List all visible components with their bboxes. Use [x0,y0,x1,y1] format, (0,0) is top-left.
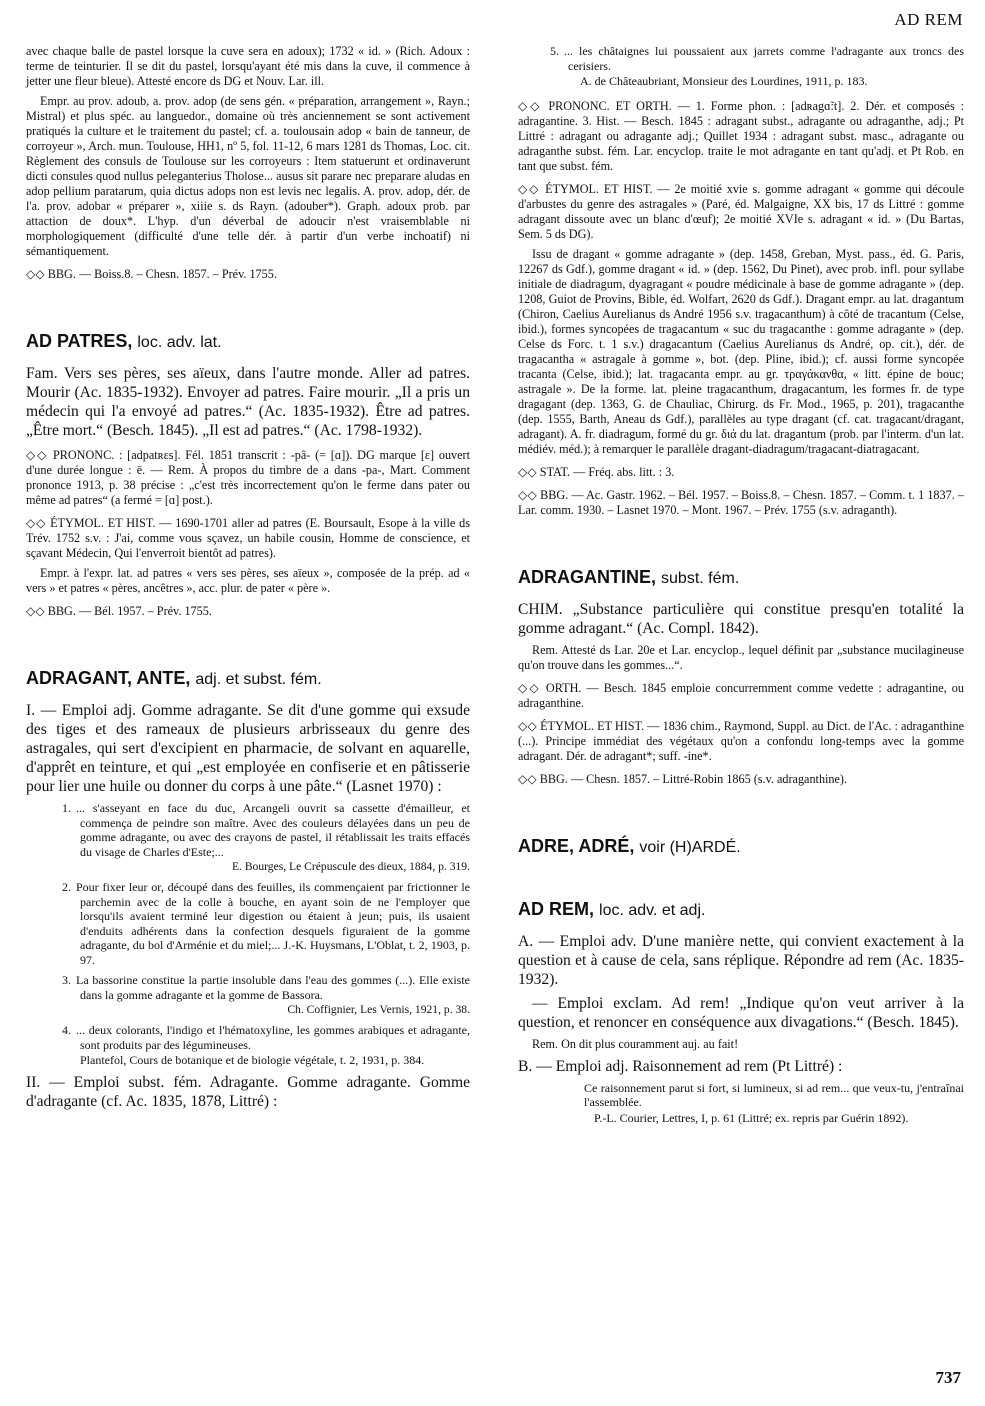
headword-text: AD PATRES, [26,331,133,351]
cross-reference: voir (H)ARDÉ. [639,838,741,856]
ad-patres-bbg: ◇◇ BBG. — Bél. 1957. – Prév. 1755. [26,604,212,618]
adragant-headword [26,668,470,689]
example-1 [62,801,470,859]
example-source: P.-L. Courier, Lettres, I, p. 61 (Littré; ex. repris par Guérin 1892). [594,1110,909,1125]
ad-rem-headword [518,899,964,920]
headword-text: ADRAGANT, ANTE, [26,668,191,688]
adragantine-etymol: ◇◇ ÉTYMOL. ET HIST. — 1836 chim., Raymond, Suppl. au Dict. de l'Ac. : adraganthine (...). Principe immédiat des végétaux qu'on a confondu long-temps avec la gomme adragant. Dér. de adragant*; suff. -ine*. [518,718,964,763]
example-number: 3. [62,973,71,987]
ad-rem-sense-A: A. — Emploi adv. D'une manière nette, qui convient exactement à la question et à cause de cela, sans réplique. Répondre ad rem (Ac. 1835-1932). [518,932,964,988]
adragant-examples [26,801,470,1068]
example-5 [550,44,964,73]
headword-text: ADRE, ADRÉ, [518,835,635,856]
example-text: Ce raisonnement parut si fort, si lumineux, si ad rem... que veux-tu, j'entraînai l'assemblée. [584,1080,964,1109]
adoux-paragraph-1: avec chaque balle de pastel lorsque la cuve sera en adoux); 1732 « id. » (Rich. Adoux : terme de teinturier. Il se dit du pastel, lorsqu'ayant été mis dans la cuve, il commence à jetter une fleur bleue). Attesté encore ds DG et Nouv. Lar. ill. [26,44,470,88]
running-head: AD REM [894,10,963,29]
example-text: La bassorine constitue la partie insoluble dans l'eau des gommes (...). Elle existe dans la gomme adragante et la gomme de Bassora. [76,973,470,1002]
ad-patres-prononc: ◇◇ PRONONC. : [adpatʀɛs]. Fél. 1851 transcrit : -pâ- (= [ɑ]). DG marque [ɛ] ouvert d'une durée longue : ē. — Rem. À propos du timbre de a dans -pa-, Mart. Comment prononce 1913, p. 38 précise : „c'est très incorrectement qu'on le ferme dans pater ou même ad patres“ (a fermé = [ɑ] post.). [26,448,470,507]
ad-patres-etymol-2: Empr. à l'expr. lat. ad patres « vers ses pères, ses aïeux », composée de la prép. ad « vers » et patres « pères, ancêtres », acc. plur. de pater « père ». [26,566,470,595]
adragant-etymol-2: Issu de dragant « gomme adragante » (dep. 1458, Greban, Myst. pass., éd. G. Paris, 12267 ds Gdf.), gomme dragant « id. » (dep. 1562, Du Pinet), avec prob. infl. pour syllabe initiale de diadragum, dyagragant « poudre médicinale à base de gomme adragante » (dep. 1208, Guiot de Provins, Bible, éd. Wolfart, 2620 ds Gdf.). Dragant empr. au lat. dragantum (Chiron, Caelius Aurelianus ds André 1956 s.v. tragacanthum) à côté de tracantum (Celse, ibid.), formes syncopées de tragacantum « suc du tragacanthe : gomme adragante » (dep. Celse ds Forc. t. 1 s.v.) dragacantum (Caelius Aurelianus ds André, op. cit.), dér. de tragacantha « astragale à gomme », bot. (dep. Pline, ibid.); cf. aussi forme syncopée tracanta (Celse, ibid.); lat. tragacanta empr. au gr. τραγάκανθα, « litt. épine de bouc; astragale ». De la forme. lat. pleine tragacanthum, dragacantum, les formes fr. de type dragagant (dep. 1363, G. de Chauliac, Chirurg. ds Fr. Mod., 1965, p. 201), tragacanthe (dep. 1555, Barth, Aneau ds Gdf.), parallèles au type dragant (cf. cat. tragacant/dragant, adragant). A. fr. diadragum, formé du gr. διά du lat. dragantum (prob. par l'interm. d'un lat. médiév. méd.); à remarquer le parallèle dragant-diadragum/tragacant-diatragacant. [518,246,964,456]
headword-text: ADRAGANTINE, [518,566,656,587]
adragant-prononc-orth: ◇◇ PRONONC. ET ORTH. — 1. Forme phon. : [adʀagɑ̃:t]. 2. Dér. et composés : adragantine. 3. Hist. — Besch. 1845 : adragant subst., adragante ou adraganthe, adj.; Pt Littré : adragant ou adragante adj.; Quillet 1934 : adragant subst. masc., adragante ou adraganthe subst. fém. Lar. encyclop. traite le mot adragante en tant qu'adj. et Pt Rob. en tant que subst. fém. [518,98,964,173]
adragant-sense-II: II. — Emploi subst. fém. Adragante. Gomme adragante. Gomme d'adragante (cf. Ac. 1835, 1878, Littré) : [26,1073,470,1110]
adragant-bbg: ◇◇ BBG. — Ac. Gastr. 1962. – Bél. 1957. – Boiss.8. – Chesn. 1857. – Comm. t. 1 1837. – Lar. comm. 1930. – Lasnet 1970. – Mont. 1967. – Prév. 1755 (s.v. adraganth). [518,487,964,517]
example-number: 4. [62,1023,71,1037]
example-number: 5. [550,44,559,58]
headword-category: loc. adv. et adj. [599,901,706,919]
ad-rem-rem: Rem. On dit plus couramment auj. au fait! [532,1036,739,1051]
headword-category: subst. fém. [661,569,740,587]
ad-patres-headword [26,331,470,352]
adragantine-orth: ◇◇ ORTH. — Besch. 1845 emploie concurremment comme vedette : adragantine, ou adraganthine. [518,680,964,710]
adoux-bbg: ◇◇ BBG. — Boiss.8. – Chesn. 1857. – Prév. 1755. [26,267,277,281]
headword-text: AD REM, [518,898,594,919]
adragant-stat: ◇◇ STAT. — Fréq. abs. litt. : 3. [518,464,675,479]
example-text: ... s'asseyant en face du duc, Arcangeli ouvrit sa cassette d'émailleur, et commença de peindre son maître. Avec des couleurs délayées dans un peu de gomme adragante, ou avec des crayons de pastel, il rétablissait les traits effacés du visage de Charles d'Este;... [76,801,470,859]
adragantine-definition: CHIM. „Substance particulière qui constitue presqu'en totalité la gomme adragant.“ (Ac. Compl. 1842). [518,600,964,637]
example-3 [62,973,470,1002]
example-source: Ch. Coffignier, Les Vernis, 1921, p. 38. [287,1003,470,1016]
example-text: ... deux colorants, l'indigo et l'hématoxyline, les gommes arabiques et adragante, sont produits par des légumineuses. [76,1023,470,1052]
left-column [26,44,470,1116]
adragant-sense-I: I. — Emploi adj. Gomme adragante. Se dit d'une gomme qui exsude des tiges et des rameaux de plusieurs arbrisseaux du genre des astragales, qui sert d'excipient en pharmacie, de solvant en aquarelle, d'apprêt en teinture, et qui „est employée en confiserie et en pâtisserie pour lier une huile ou donner du corps à une pâte.“ (Lasnet 1970) : [26,702,470,795]
example-number: 2. [62,880,71,894]
headword-category: loc. adv. lat. [137,334,222,351]
adragantine-rem: Rem. Attesté ds Lar. 20e et Lar. encyclop., lequel définit par „substance mucilagineuse qu'on trouve dans les gommes...“. [518,642,964,672]
adoux-paragraph-2: Empr. au prov. adoub, a. prov. adop (de sens gén. « préparation, arrangement », Rayn.; Mistral) et plus spéc. au languedor., domaine où très anciennement se sont activement pratiqués la culture et le traitement du pastel; cf. a. toulousain adop « bain de tanneur, de corroyeur », Arch. mun. Toulouse, HH1, nº 5, fol. 11-12, 6 mars 1281 ds Thomas, Loc. cit. Règlement des consuls de Toulouse sur les corroyeurs : Item statuerunt et ordinaverunt dicti consules quod nullus peleganterius Tholose... ausus sit parare nec preparare aludas en adop pellium paratarum, quia dictus adops non est levis nec legalis. A. prov. adop, dér. de l'a. prov. adobar « préparer », xiiie s. ds Rayn. (adouber*). Graph. adoux prob. par attaction de doux*. L'hyp. d'un déverbal de adoucir n'est vraisemblable ni morphologiquement (difficulté d'une telle dér. à partir d'un verbe inchoatif) ni sémantiquement. [26,94,470,258]
ad-patres-etymol: ◇◇ ÉTYMOL. ET HIST. — 1690-1701 aller ad patres (E. Boursault, Esope à la ville ds Trév. 1752 s.v. : J'ai, comme vous sçavez, un habile cousin, Homme de conscience, et sçavant Médecin, Qui l'enverroit bientôt ad patres). [26,516,470,560]
ad-patres-definition: Fam. Vers ses pères, ses aïeux, dans l'autre monde. Aller ad patres. Mourir (Ac. 1835-1932). Envoyer ad patres. Faire mourir. „Il a pris un médecin qui l'a envoyé ad patres.“ (Ac. 1835-1932). Être ad patres. „Être mort.“ (Besch. 1845). „Il est ad patres.“ (Ac. 1798-1932). [26,365,470,439]
headword-category: adj. et subst. fém. [195,671,322,688]
example-2 [62,880,470,967]
example-4 [62,1023,470,1052]
example-source: A. de Châteaubriant, Monsieur des Lourdines, 1911, p. 183. [580,74,868,88]
right-column [518,44,964,1126]
adre-headword [518,836,964,857]
example-source: E. Bourges, Le Crépuscule des dieux, 1884, p. 319. [231,860,470,873]
example-source: Plantefol, Cours de botanique et de biologie végétale, t. 2, 1931, p. 384. [80,1053,425,1067]
adragant-example-5 [518,44,964,89]
example-number: 1. [62,801,71,815]
ad-rem-example [518,1081,964,1126]
adragant-etymol: ◇◇ ÉTYMOL. ET HIST. — 2e moitié xvie s. gomme adragant « gomme qui découle d'arbustes du genre des astragales » (Paré, éd. Malgaigne, XX bis, 17 ds Littré : gomme adragant dissoute avec un blanc d'œuf); 2e moitié XVIe s. adragant « id. » (Du Bartas, Sem. 5 ds DG). [518,181,964,241]
ad-rem-sense-A2: — Emploi exclam. Ad rem! „Indique qu'on veut arriver à la question, et renoncer en conséquence aux divagations.“ (Besch. 1845). [518,994,964,1031]
page-number: 737 [935,1368,961,1387]
example-text: ... les châtaignes lui poussaient aux jarrets comme l'adragante aux troncs des cerisiers. [564,44,964,73]
adragantine-bbg: ◇◇ BBG. — Chesn. 1857. – Littré-Robin 1865 (s.v. adraganthine). [518,771,848,786]
ad-rem-sense-B: B. — Emploi adj. Raisonnement ad rem (Pt Littré) : [518,1057,843,1075]
adragantine-headword [518,567,964,588]
example-text: Pour fixer leur or, découpé dans des feuilles, ils commençaient par frictionner le parchemin avec de la colle à bouche, en ayant soin de ne l'employer que lorsqu'ils avaient terminé leur digestion ou étaient à jeun; puis, ils usaient d'enduits adhérents dans la confection desquels figuraient de la gomme adragante, du bol d'Arménie et du miel;... J.-K. Huysmans, L'Oblat, t. 2, 1903, p. 97. [76,880,470,967]
